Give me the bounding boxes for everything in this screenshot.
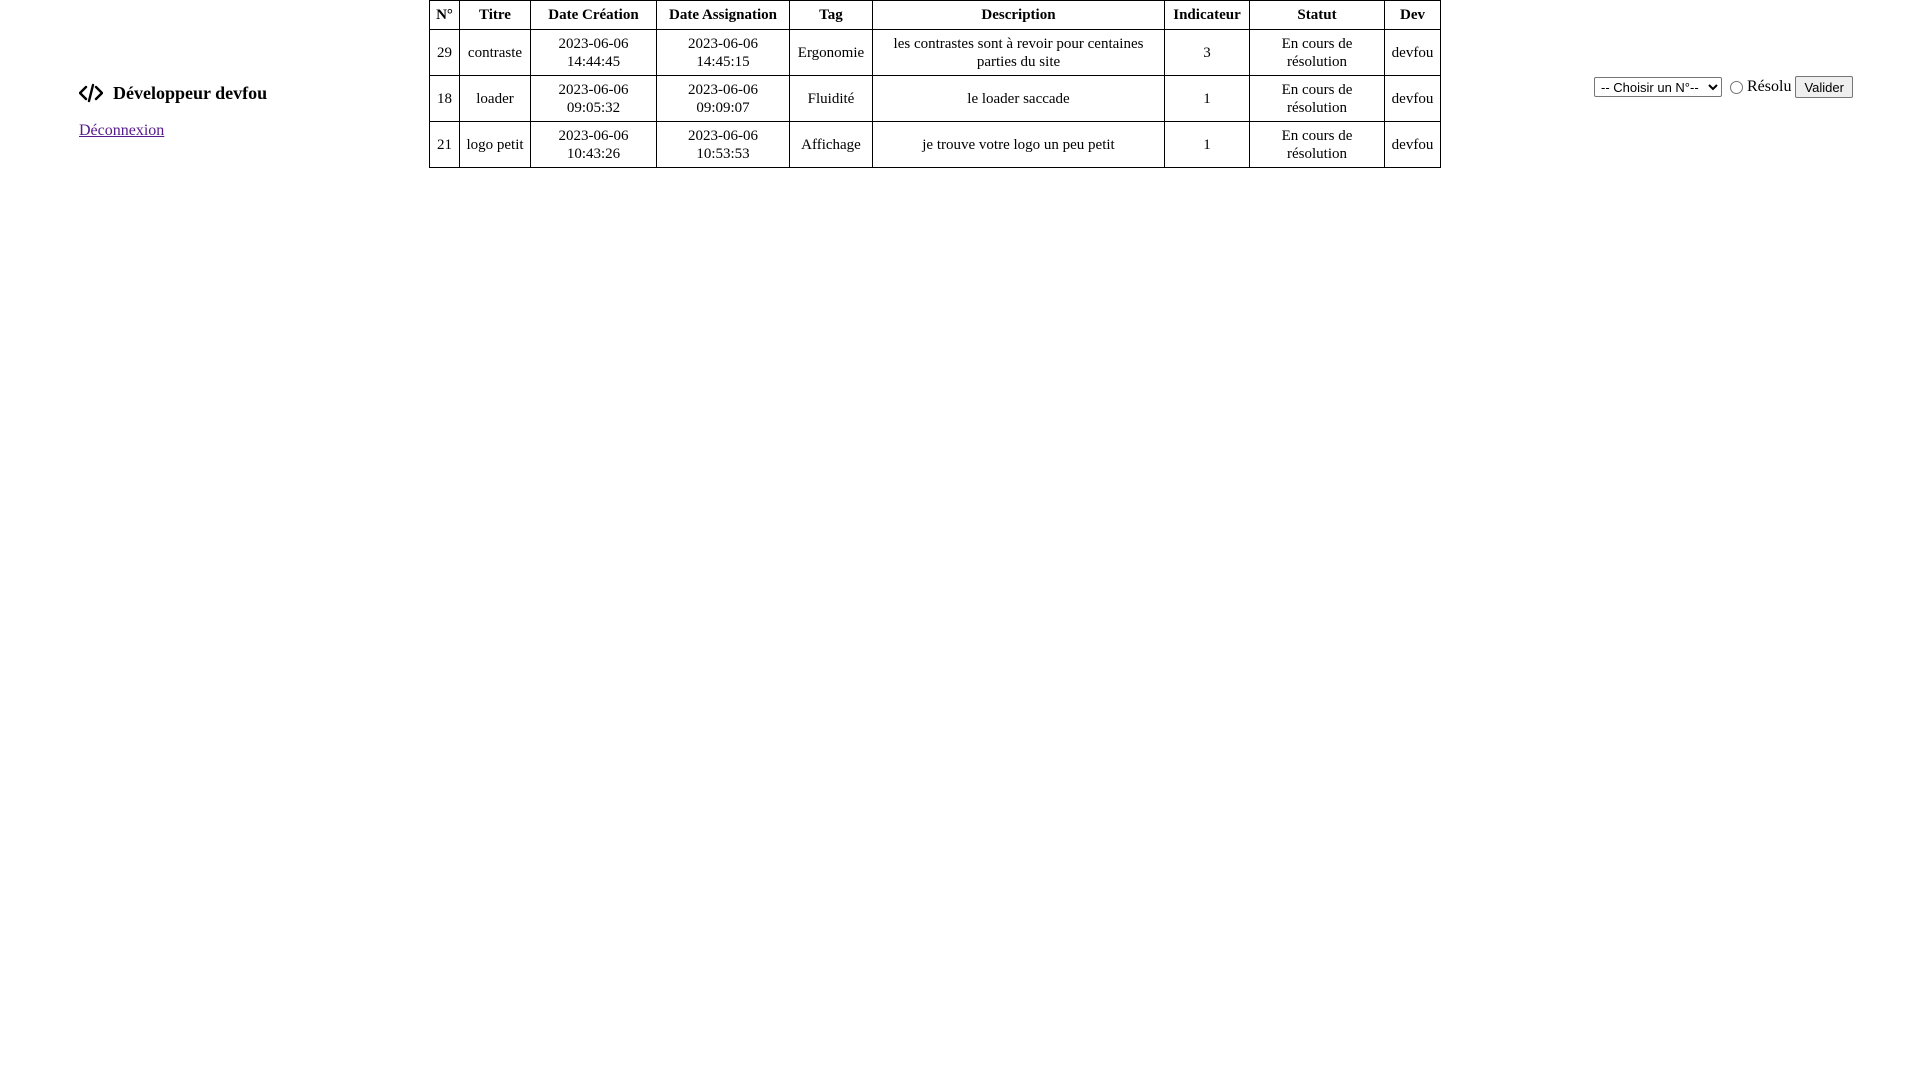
cell-dev: devfou xyxy=(1385,30,1441,76)
cell-tag: Affichage xyxy=(790,122,873,168)
cell-titre: contraste xyxy=(460,30,531,76)
cell-titre: loader xyxy=(460,76,531,122)
date-assignation-date: 2023-06-06 xyxy=(688,127,758,144)
resolve-form xyxy=(1594,76,1853,98)
page-title-text: Développeur devfou xyxy=(113,82,268,103)
table-header-row xyxy=(430,1,1441,30)
code-icon xyxy=(79,83,103,103)
date-creation-time: 14:44:45 xyxy=(566,53,621,70)
date-creation-time: 10:43:26 xyxy=(566,145,621,162)
cell-num: 21 xyxy=(430,122,460,168)
column-header-statut: Statut xyxy=(1250,1,1385,30)
column-header-dev: Dev xyxy=(1385,1,1441,30)
date-creation-date: 2023-06-06 xyxy=(558,35,629,52)
column-header-num: N° xyxy=(430,1,460,30)
table-row xyxy=(430,122,1441,168)
cell-date-creation xyxy=(531,30,657,76)
column-header-description: Description xyxy=(873,1,1165,30)
logout-link[interactable]: Déconnexion xyxy=(79,122,165,139)
cell-indicateur: 3 xyxy=(1165,30,1250,76)
cell-indicateur: 1 xyxy=(1165,76,1250,122)
cell-date-creation xyxy=(531,122,657,168)
column-header-date-creation: Date Création xyxy=(531,1,657,30)
date-assignation-date: 2023-06-06 xyxy=(688,81,758,98)
cell-description: je trouve votre logo un peu petit xyxy=(873,122,1165,168)
cell-date-assignation xyxy=(657,30,790,76)
date-assignation-time: 10:53:53 xyxy=(696,145,750,162)
cell-dev: devfou xyxy=(1385,76,1441,122)
validate-button[interactable]: Valider xyxy=(1795,76,1853,98)
cell-statut: En cours de résolution xyxy=(1250,30,1385,76)
date-assignation-time: 14:45:15 xyxy=(696,53,750,70)
cell-description: le loader saccade xyxy=(873,76,1165,122)
page-title xyxy=(79,80,379,106)
date-creation-date: 2023-06-06 xyxy=(558,81,629,98)
cell-date-assignation xyxy=(657,76,790,122)
date-creation-date: 2023-06-06 xyxy=(558,127,629,144)
cell-statut: En cours de résolution xyxy=(1250,122,1385,168)
table-row xyxy=(430,76,1441,122)
date-assignation-time: 09:09:07 xyxy=(696,99,750,116)
cell-tag: Fluidité xyxy=(790,76,873,122)
resolved-radio-wrap[interactable] xyxy=(1730,78,1795,96)
cell-date-assignation xyxy=(657,122,790,168)
cell-description: les contrastes sont à revoir pour centaines parties du site xyxy=(873,30,1165,76)
column-header-tag: Tag xyxy=(790,1,873,30)
table-row xyxy=(430,30,1441,76)
cell-titre: logo petit xyxy=(460,122,531,168)
column-header-date-assignation: Date Assignation xyxy=(657,1,790,30)
column-header-indicateur: Indicateur xyxy=(1165,1,1250,30)
tickets-table xyxy=(429,0,1441,168)
resolved-radio-label: Résolu xyxy=(1747,78,1792,95)
cell-indicateur: 1 xyxy=(1165,122,1250,168)
developer-panel xyxy=(79,80,379,140)
cell-num: 29 xyxy=(430,30,460,76)
cell-date-creation xyxy=(531,76,657,122)
ticket-number-select[interactable] xyxy=(1594,77,1722,97)
cell-statut: En cours de résolution xyxy=(1250,76,1385,122)
date-creation-time: 09:05:32 xyxy=(566,99,621,116)
date-assignation-date: 2023-06-06 xyxy=(688,35,758,52)
cell-dev: devfou xyxy=(1385,122,1441,168)
cell-num: 18 xyxy=(430,76,460,122)
cell-tag: Ergonomie xyxy=(790,30,873,76)
column-header-titre: Titre xyxy=(460,1,531,30)
resolved-radio[interactable] xyxy=(1730,81,1743,94)
